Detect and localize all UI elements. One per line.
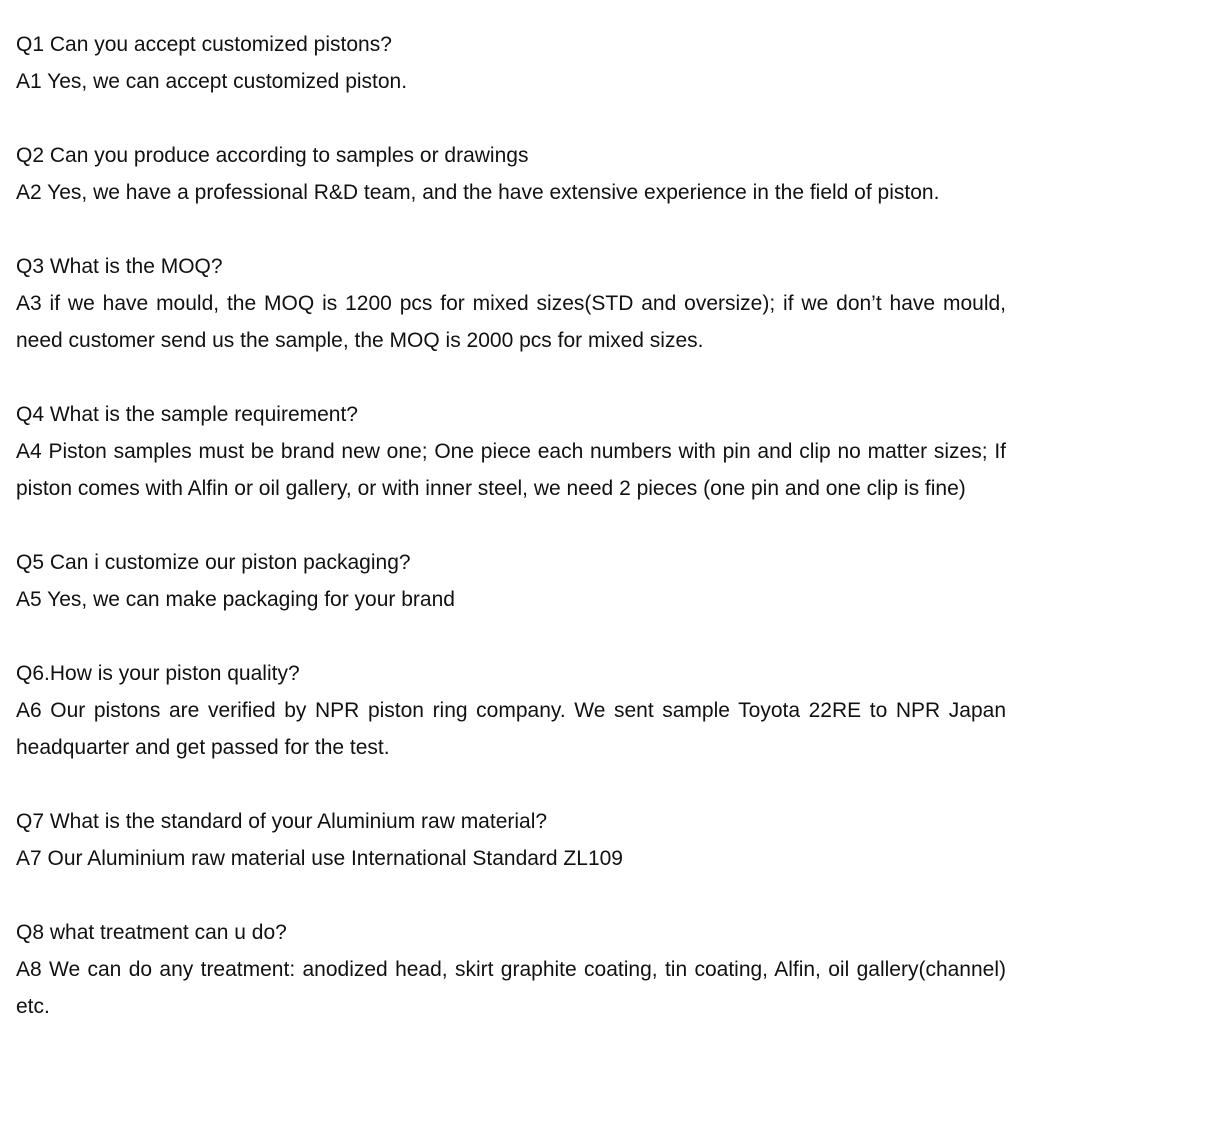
question-8: Q8 what treatment can u do? <box>16 921 287 944</box>
question-3: Q3 What is the MOQ? <box>16 255 223 278</box>
answer-7: A7 Our Aluminium raw material use International Standard ZL109 <box>16 847 623 870</box>
answer-5: A5 Yes, we can make packaging for your brand <box>16 588 455 611</box>
answer-4: A4 Piston samples must be brand new one; One piece each numbers with pin and clip no matter sizes; If piston comes with Alfin or oil gallery, or with inner steel, we need 2 pieces (one pin and one clip is fine) <box>16 440 1006 500</box>
faq-item-1 <box>16 26 1006 100</box>
faq-item-7 <box>16 803 1006 877</box>
faq-item-2 <box>16 137 1006 211</box>
question-2: Q2 Can you produce according to samples or drawings <box>16 144 529 167</box>
answer-6: A6 Our pistons are verified by NPR piston ring company. We sent sample Toyota 22RE to NPR Japan headquarter and get passed for the test. <box>16 699 1006 759</box>
answer-3: A3 if we have mould, the MOQ is 1200 pcs for mixed sizes(STD and oversize); if we don’t have mould, need customer send us the sample, the MOQ is 2000 pcs for mixed sizes. <box>16 292 1006 352</box>
faq-item-4 <box>16 396 1006 507</box>
question-7: Q7 What is the standard of your Aluminium raw material? <box>16 810 548 833</box>
faq-item-3 <box>16 248 1006 359</box>
question-1: Q1 Can you accept customized pistons? <box>16 33 392 56</box>
question-6: Q6.How is your piston quality? <box>16 662 300 685</box>
answer-8: A8 We can do any treatment: anodized head, skirt graphite coating, tin coating, Alfin, oil gallery(channel) etc. <box>16 958 1006 1018</box>
question-4: Q4 What is the sample requirement? <box>16 403 358 426</box>
faq-item-8 <box>16 914 1006 1025</box>
question-5: Q5 Can i customize our piston packaging? <box>16 551 411 574</box>
answer-1: A1 Yes, we can accept customized piston. <box>16 70 408 93</box>
faq-document <box>16 26 1006 1062</box>
faq-item-5 <box>16 544 1006 618</box>
faq-item-6 <box>16 655 1006 766</box>
answer-2: A2 Yes, we have a professional R&D team, and the have extensive experience in the field of piston. <box>16 181 940 204</box>
